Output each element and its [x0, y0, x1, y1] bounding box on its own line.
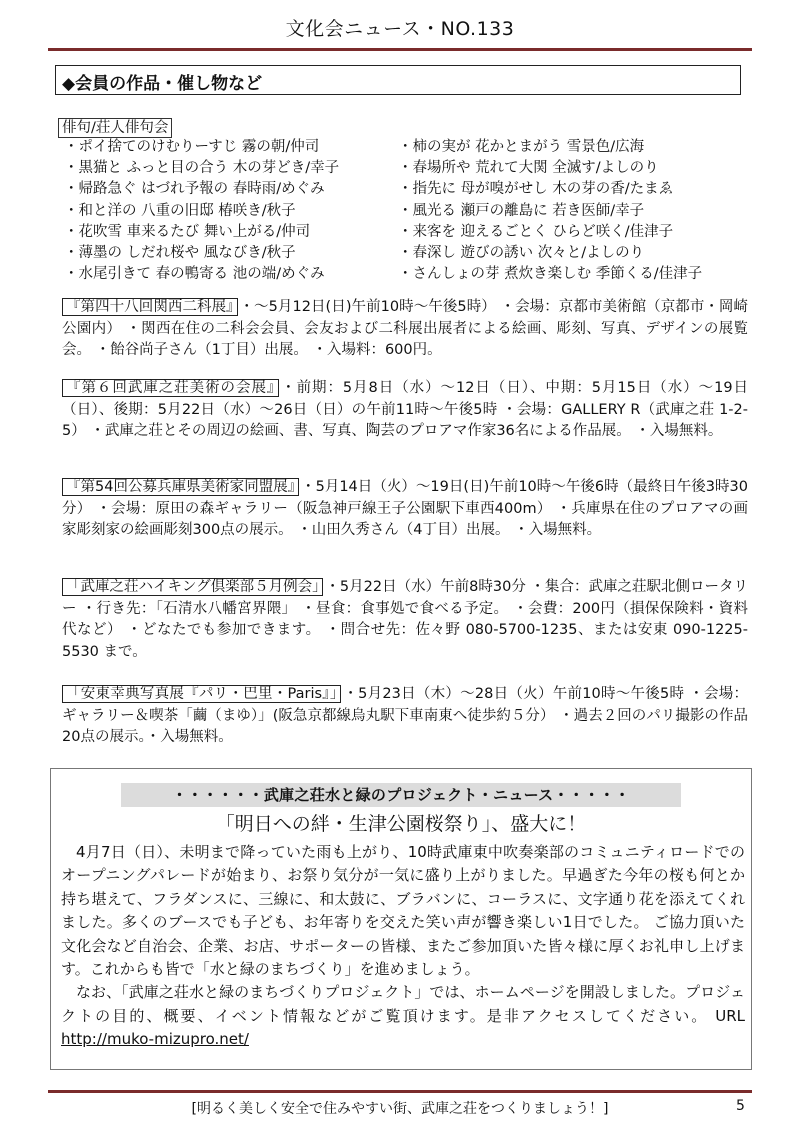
event-details: ・～5月12日(日)午前10時～午後5時） ・会場：京都市美術館（京都市・岡崎公園内） ・関西在住の二科会会員、会友および二科展出展者による絵画、彫刻、写真、デザインの展覧会。 ・飴谷尚子さん（1丁目）出展。 ・入場料：600円。	[62, 299, 748, 358]
news-body	[61, 841, 745, 1052]
event-title: 『第54回公募兵庫県美術家同盟展』	[62, 478, 299, 496]
event-title: 『第四十八回関西二科展』	[62, 298, 238, 316]
page-number: 5	[736, 1098, 745, 1114]
project-news-box	[50, 768, 752, 1070]
haiku-line: ・帰路急ぐ はづれ予報の 春時雨/めぐみ	[64, 181, 325, 198]
haiku-line: ・黒猫と ふっと目の合う 木の芽どき/幸子	[64, 160, 340, 177]
event-title: 「安東幸典写真展『パリ・巴里・Paris』」	[62, 685, 341, 703]
section-heading	[55, 65, 741, 95]
section-title: ◆会員の作品・催し物など	[62, 74, 263, 94]
footer-slogan: [明るく美しく安全で住みやすい街、武庫之荘をつくりましょう！]	[191, 1101, 609, 1117]
haiku-line: ・春場所や 荒れて大関 全滅す/よしのり	[398, 160, 659, 177]
haiku-line: ・ポイ捨てのけむりーすじ 霧の朝/仲司	[64, 139, 320, 155]
haiku-column-left	[64, 137, 339, 285]
haiku-line: ・花吹雪 車来るたび 舞い上がる/仲司	[64, 223, 311, 240]
news-paragraph	[61, 981, 745, 1051]
haiku-column-right	[398, 137, 702, 285]
event-hiking-club	[62, 577, 748, 663]
event-photo-exhibition	[62, 684, 748, 749]
project-url-link[interactable]: http://muko-mizupro.net/	[61, 1030, 249, 1049]
event-details: ・前期：5月8日（水）～12日（日）、中期：5月15日（水）～19日（日）、後期：5月22日（水）～26日（日）の午前11時～午後5時 ・会場：GALLERY R（武庫之荘 1-2-5） ・武庫之荘とその周辺の絵画、書、写真、陶芸のプロアマ作家36名による作品展。 ・入場無料。	[62, 380, 749, 439]
haiku-line: ・和と洋の 八重の旧邸 椿咲き/秋子	[64, 202, 296, 219]
haiku-group-label: 俳句/荘人俳句会	[58, 118, 172, 138]
haiku-line: ・さんしょの芽 煮炊き楽しむ 季節くる/佳津子	[398, 266, 703, 283]
haiku-line: ・指先に 母が嗅がせし 木の芽の香/たまゑ	[398, 181, 674, 198]
haiku-line: ・柿の実が 花かとまがう 雪景色/広海	[398, 139, 645, 155]
header-rule	[48, 48, 752, 51]
event-mukonoso-art-show	[62, 378, 748, 443]
haiku-line: ・来客を 迎えるごとく ひらど咲く/佳津子	[398, 223, 674, 240]
haiku-line: ・風光る 瀬戸の離島に 若き医師/幸子	[398, 202, 645, 219]
haiku-line: ・薄墨の しだれ桜や 風なびき/秋子	[64, 245, 296, 262]
newsletter-title: 文化会ニュース・NO.133	[285, 18, 515, 40]
event-details: ・5月14日（火）～19日(日)午前10時～午後6時（最終日午後3時30分） ・会場：原田の森ギャラリー（阪急神戸線王子公園駅下車西400m） ・兵庫県在住のプロアマの画家彫刻家の絵画彫刻300点の展示。 ・山田久秀さん（4丁目）出展。 ・入場無料。	[62, 479, 748, 538]
event-details: ・5月22日（水）午前8時30分 ・集合：武庫之荘駅北側ロータリー ・行き先：「石清水八幡宮界隈」 ・昼食：食事処で食べる予定。 ・会費：200円（損保保険料・資料代など） ・どなたでも参加できます。 ・問合せ先：佐々野 080-5700-1235、または安東 090-1225-5530 まで。	[62, 579, 748, 660]
haiku-line: ・春深し 遊びの誘い 次々と/よしのり	[398, 245, 645, 262]
event-nika-exhibition	[62, 297, 748, 362]
news-headline: 「明日への絆・生津公園桜祭り」、盛大に！	[215, 813, 587, 835]
haiku-line: ・水尾引きて 春の鴨寄る 池の端/めぐみ	[64, 266, 325, 283]
footer-rule	[48, 1090, 752, 1093]
event-title: 『第６回武庫之荘美術の会展』	[62, 379, 279, 397]
event-hyogo-artists-show	[62, 477, 748, 542]
news-paragraph-text: なお、「武庫之荘水と緑のまちづくりプロジェクト」では、ホームページを開設しました。プロジェクトの目的、概要、イベント情報などがご覧頂けます。是非アクセスしてください。 URL	[61, 983, 745, 1025]
event-details: ・5月23日（木）～28日（火）午前10時～午後5時 ・会場：ギャラリー＆喫茶「繭（まゆ）」(阪急京都線烏丸駅下車南東へ徒歩約５分） ・過去２回のパリ撮影の作品20点の展示。・入場無料。	[62, 686, 748, 745]
news-paragraph: 4月7日（日）、未明まで降っていた雨も上がり、10時武庫東中吹奏楽部のコミュニティロードでのオープニングパレードが始まり、お祭り気分が一気に盛り上がりました。早過ぎた今年の桜も何とか持ち堪えて、フラダンスに、三線に、和太鼓に、ブラバンに、コーラスに、文字通り花を添えてくれました。多くのブースでも子ども、お年寄りを交えた笑い声が響き楽しい1日でした。 ご協力頂いた文化会など自治会、企業、お店、サポーターの皆様、またご参加頂いた皆々様に厚くお礼申し上げます。これからも皆で「水と緑のまちづくり」を進めましょう。	[61, 843, 745, 979]
event-title: 「武庫之荘ハイキング倶楽部５月例会」	[62, 578, 323, 596]
news-banner: ・・・・・・武庫之荘水と緑のプロジェクト・ニュース・・・・・	[121, 783, 681, 807]
